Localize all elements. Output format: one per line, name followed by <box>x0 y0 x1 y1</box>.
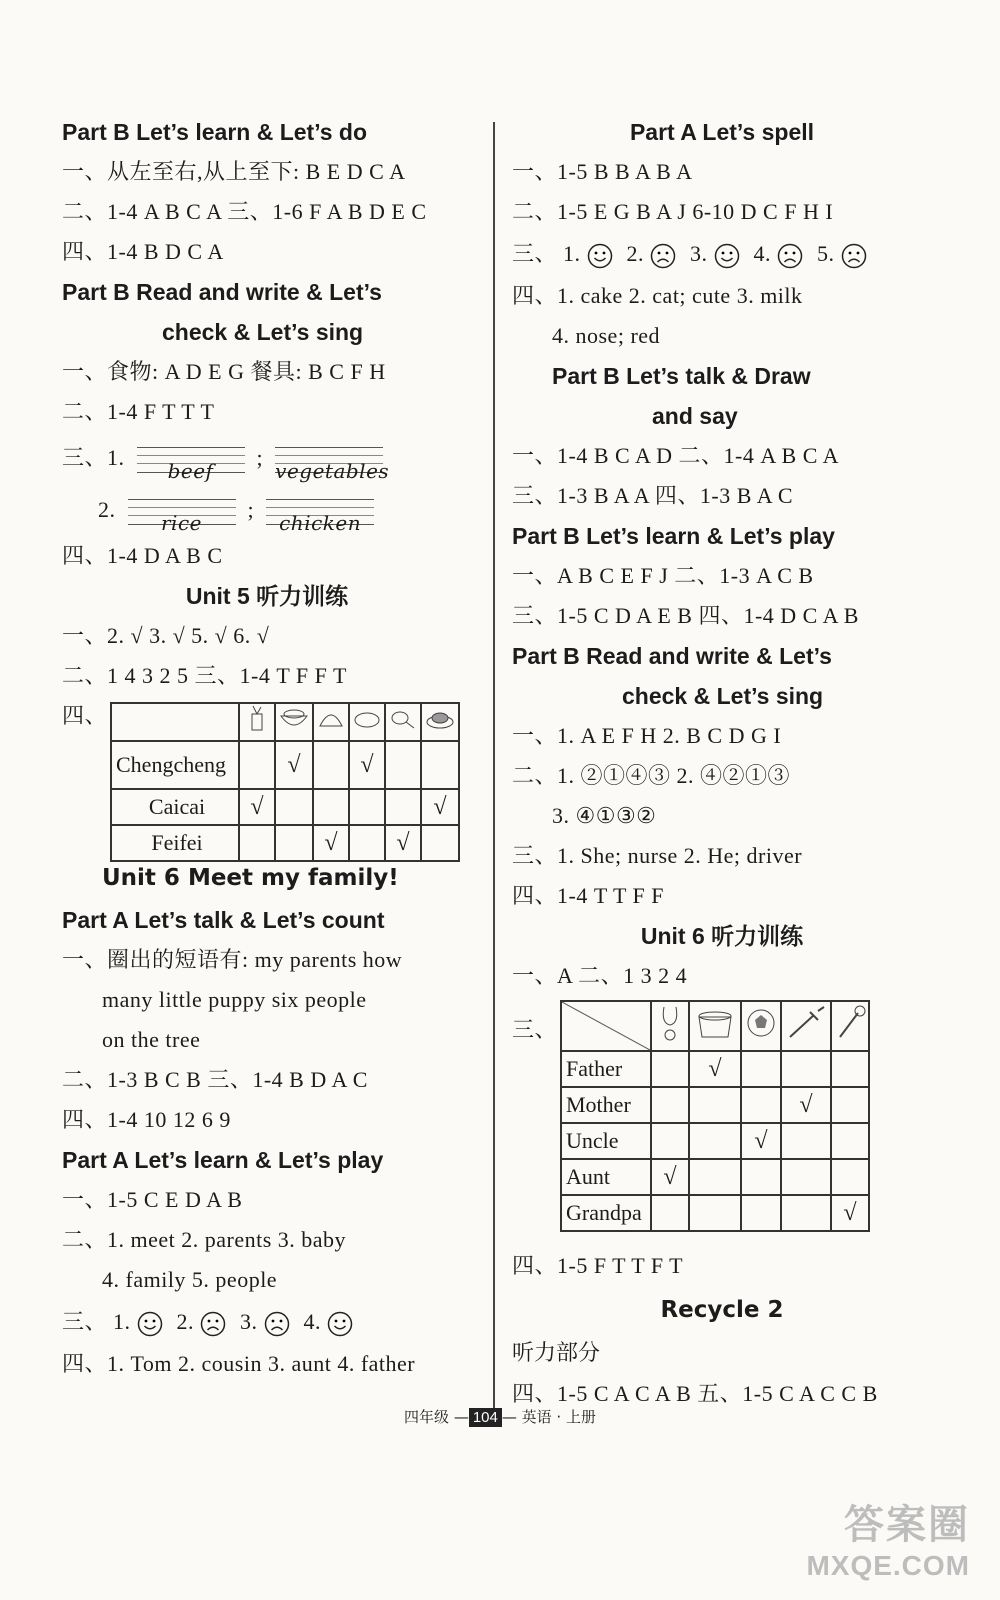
smiley-sad-icon <box>264 1311 290 1337</box>
unit5-listening-heading: Unit 5 听力训练 <box>185 583 349 609</box>
right-heading-4b: check & Let’s sing <box>622 683 824 709</box>
tick-cell: √ <box>349 741 385 789</box>
smiley-sad-icon <box>841 243 867 269</box>
unit6-title: Unit 6 Meet my family! <box>102 865 399 891</box>
tick-cell <box>689 1195 741 1231</box>
listening-part-label: 听力部分 <box>512 1341 601 1366</box>
left-heading-3: Part A Let’s talk & Let’s count <box>62 907 385 933</box>
tick-cell: √ <box>741 1123 781 1159</box>
table-row-name: Uncle <box>561 1123 651 1159</box>
table-row-name: Aunt <box>561 1159 651 1195</box>
left-line-4: 一、食物: A D E G 餐具: B C F H <box>62 359 386 384</box>
hw-prefix-1: 三、1. <box>62 445 125 470</box>
table-row-name: Feifei <box>111 825 239 861</box>
face-num: 4. <box>303 1309 322 1334</box>
left-heading-2b: check & Let’s sing <box>162 319 364 345</box>
handwriting-row-2: 2. rice ; chicken <box>62 484 472 536</box>
right-line-9: 一、1. A E F H 2. B C D G I <box>512 723 782 748</box>
face-num: 3. <box>240 1309 258 1334</box>
right-line-4: 4. nose; red <box>552 323 661 348</box>
left-line-8: 二、1 4 3 2 5 三、1-4 T F F T <box>62 663 347 688</box>
stethoscope-icon <box>651 1001 689 1051</box>
chicken-leg-icon <box>385 703 421 741</box>
tick-cell <box>421 741 459 789</box>
left-line-1: 一、从左至右,从上至下: B E D C A <box>62 159 406 184</box>
right-heading-3: Part B Let’s learn & Let’s play <box>512 523 835 549</box>
tick-cell <box>781 1195 831 1231</box>
unit6-table-block <box>512 996 932 1246</box>
right-heading-4a: Part B Read and write & Let’s <box>512 643 832 669</box>
right-line-8: 三、1-5 C D A E B 四、1-4 D C A B <box>512 603 859 628</box>
watermark-en: MXQE.COM <box>806 1550 970 1581</box>
smiley-sad-icon <box>777 243 803 269</box>
tick-cell <box>385 789 421 825</box>
smiley-sad-icon <box>650 243 676 269</box>
left-line-10: many little puppy six people <box>102 987 367 1012</box>
tick-cell <box>275 789 313 825</box>
smiley-sad-icon <box>200 1311 226 1337</box>
tick-cell <box>651 1051 689 1087</box>
left-line-5: 二、1-4 F T T T <box>62 399 215 424</box>
right-line-14: 一、A 二、1 3 2 4 <box>512 963 688 988</box>
left-line-9: 一、圈出的短语有: my parents how <box>62 947 403 972</box>
footer-subject: 英语 · 上册 <box>521 1408 596 1426</box>
tick-cell <box>313 741 349 789</box>
tick-cell <box>689 1123 741 1159</box>
left-faces-row <box>62 1300 472 1344</box>
left-line-6: 四、1-4 D A B C <box>62 543 223 568</box>
smiley-happy-icon <box>327 1311 353 1337</box>
unit5-food-table <box>110 702 460 862</box>
hw-prefix-2: 2. <box>98 497 116 522</box>
right-line-6: 三、1-3 B A A 四、1-3 B A C <box>512 483 794 508</box>
right-line-7: 一、A B C E F J 二、1-3 A C B <box>512 563 814 588</box>
footer-grade: 四年级 <box>404 1408 450 1426</box>
tick-cell <box>689 1159 741 1195</box>
watermark <box>806 1493 970 1582</box>
face-num: 4. <box>753 241 772 266</box>
face-num: 2. <box>176 1309 195 1334</box>
face-num: 1. <box>563 241 581 266</box>
handwriting-answer-vegetables: vegetables <box>275 441 383 479</box>
unit6-family-table <box>560 1000 870 1232</box>
tick-cell: √ <box>781 1087 831 1123</box>
face-num: 2. <box>626 241 645 266</box>
handwriting-answer-rice: rice <box>128 493 236 531</box>
left-line-17: 四、1. Tom 2. cousin 3. aunt 4. father <box>62 1351 416 1376</box>
right-line-15: 四、1-5 F T T F T <box>512 1253 684 1278</box>
right-faces-row <box>512 232 932 276</box>
tick-cell <box>741 1195 781 1231</box>
left-heading-2a: Part B Read and write & Let’s <box>62 279 382 305</box>
table-row-name: Chengcheng <box>111 741 239 789</box>
faces-prefix: 三、 <box>62 1309 108 1334</box>
left-line-14: 一、1-5 C E D A B <box>62 1187 243 1212</box>
right-line-13: 四、1-4 T T F F <box>512 883 664 908</box>
handwriting-answer-chicken: chicken <box>266 493 374 531</box>
left-line-11: on the tree <box>102 1027 201 1052</box>
tick-cell <box>651 1195 689 1231</box>
tick-cell: √ <box>689 1051 741 1087</box>
face-num: 5. <box>817 241 835 266</box>
tick-cell: √ <box>651 1159 689 1195</box>
right-heading-2a: Part B Let’s talk & Draw <box>552 363 811 389</box>
table-row-name: Mother <box>561 1087 651 1123</box>
tick-cell <box>239 825 275 861</box>
tick-cell: √ <box>313 825 349 861</box>
table-row-name: Grandpa <box>561 1195 651 1231</box>
right-line-11: 3. ④①③② <box>552 803 657 828</box>
tick-cell <box>651 1087 689 1123</box>
tick-cell: √ <box>239 789 275 825</box>
left-line-13: 四、1-4 10 12 6 9 <box>62 1107 231 1132</box>
right-line-1: 一、1-5 B B A B A <box>512 159 693 184</box>
tick-cell <box>385 741 421 789</box>
tick-cell <box>781 1123 831 1159</box>
right-line-16: 四、1-5 C A C A B 五、1-5 C A C C B <box>512 1381 878 1406</box>
column-divider <box>493 122 495 1422</box>
tick-cell <box>349 789 385 825</box>
tick-cell <box>239 741 275 789</box>
smiley-happy-icon <box>587 243 613 269</box>
tick-cell: √ <box>831 1195 869 1231</box>
bun-icon <box>313 703 349 741</box>
unit6-listening-heading: Unit 6 听力训练 <box>640 923 804 949</box>
right-heading-2b: and say <box>652 403 738 429</box>
faces-prefix: 三、 <box>512 241 558 266</box>
handwriting-row-1: 三、1. beef ; vegetables <box>62 432 472 484</box>
table-label: 三、 <box>512 1017 558 1042</box>
left-column <box>62 112 472 1384</box>
soup-bowl-icon <box>275 703 313 741</box>
wrench-icon <box>831 1001 869 1051</box>
right-line-12: 三、1. She; nurse 2. He; driver <box>512 843 803 868</box>
right-column <box>512 112 932 1414</box>
syringe-icon <box>781 1001 831 1051</box>
tick-cell: √ <box>385 825 421 861</box>
meat-plate-icon <box>421 703 459 741</box>
left-line-3: 四、1-4 B D C A <box>62 239 224 264</box>
tick-cell <box>349 825 385 861</box>
tick-cell <box>741 1159 781 1195</box>
right-line-2: 二、1-5 E G B A J 6-10 D C F H I <box>512 199 834 224</box>
left-heading-1: Part B Let’s learn & Let’s do <box>62 119 368 145</box>
handwriting-answer-beef: beef <box>137 441 245 479</box>
tick-cell <box>741 1087 781 1123</box>
recycle2-title: Recycle 2 <box>660 1297 784 1323</box>
diagonal-header-cell <box>561 1001 651 1051</box>
watermark-cn: 答案圈 <box>844 1503 970 1547</box>
tick-cell <box>651 1123 689 1159</box>
page-footer: 四年级 — 104 — 英语 · 上册 <box>404 1408 596 1426</box>
face-num: 1. <box>113 1309 131 1334</box>
left-heading-4: Part A Let’s learn & Let’s play <box>62 1147 384 1173</box>
tick-cell <box>275 825 313 861</box>
left-line-16: 4. family 5. people <box>102 1267 278 1292</box>
face-num: 3. <box>690 241 708 266</box>
table-row-name: Caicai <box>111 789 239 825</box>
tick-cell <box>781 1159 831 1195</box>
smiley-happy-icon <box>714 243 740 269</box>
left-line-2: 二、1-4 A B C A 三、1-6 F A B D E C <box>62 199 427 224</box>
tick-cell <box>831 1159 869 1195</box>
right-line-5: 一、1-4 B C A D 二、1-4 A B C A <box>512 443 840 468</box>
unit5-table-block <box>62 696 472 856</box>
tick-cell <box>781 1051 831 1087</box>
tick-cell: √ <box>275 741 313 789</box>
tick-cell <box>831 1051 869 1087</box>
bread-icon <box>349 703 385 741</box>
smiley-happy-icon <box>137 1311 163 1337</box>
tick-cell <box>689 1087 741 1123</box>
table-row-name: Father <box>561 1051 651 1087</box>
drink-icon <box>239 703 275 741</box>
tick-cell <box>741 1051 781 1087</box>
right-heading-1: Part A Let’s spell <box>629 119 815 145</box>
page-number: 104 <box>469 1408 502 1427</box>
table-label: 四、 <box>62 703 108 728</box>
tick-cell: √ <box>421 789 459 825</box>
right-line-10: 二、1. ②①④③ 2. ④②①③ <box>512 763 791 788</box>
tick-cell <box>831 1087 869 1123</box>
left-line-15: 二、1. meet 2. parents 3. baby <box>62 1227 347 1252</box>
cooking-pot-icon <box>689 1001 741 1051</box>
tick-cell <box>831 1123 869 1159</box>
football-icon <box>741 1001 781 1051</box>
right-line-3: 四、1. cake 2. cat; cute 3. milk <box>512 283 803 308</box>
left-line-12: 二、1-3 B C B 三、1-4 B D A C <box>62 1067 368 1092</box>
left-line-7: 一、2. √ 3. √ 5. √ 6. √ <box>62 623 270 648</box>
tick-cell <box>313 789 349 825</box>
tick-cell <box>421 825 459 861</box>
